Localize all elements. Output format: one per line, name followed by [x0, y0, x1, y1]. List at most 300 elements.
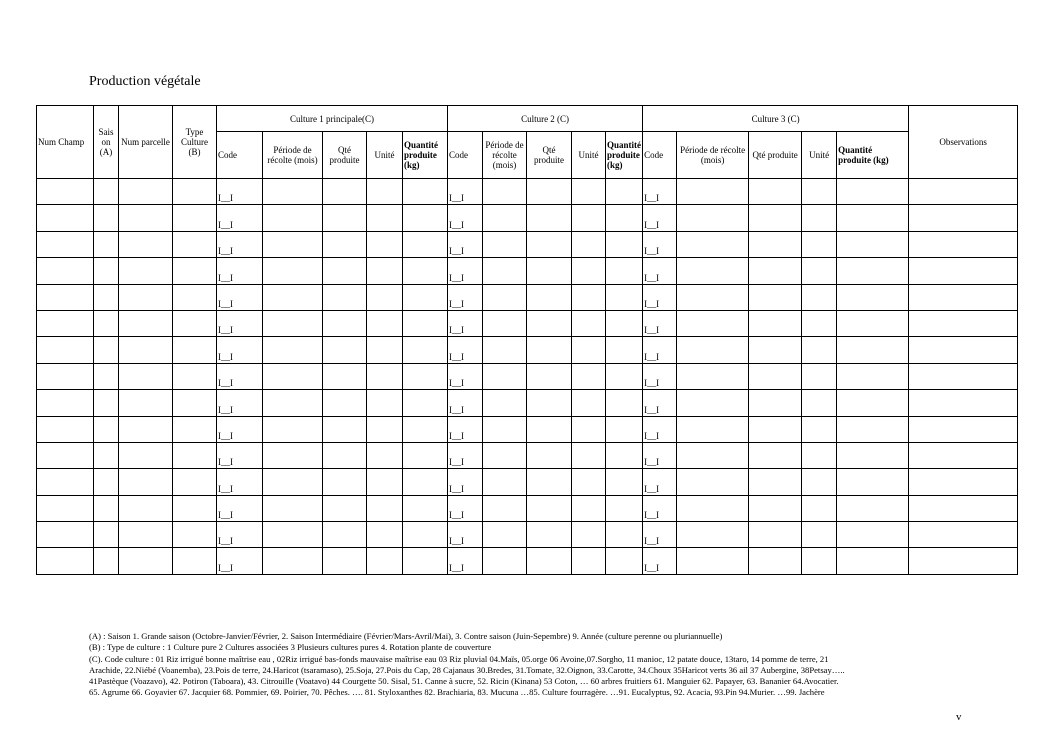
- entry-cell[interactable]: [802, 310, 837, 336]
- entry-cell[interactable]: [837, 522, 909, 548]
- entry-cell[interactable]: [749, 337, 802, 363]
- entry-cell[interactable]: [527, 495, 572, 521]
- entry-cell[interactable]: [677, 258, 749, 284]
- entry-cell[interactable]: [572, 363, 606, 389]
- entry-cell[interactable]: [572, 179, 606, 205]
- entry-cell[interactable]: [323, 548, 367, 574]
- entry-cell[interactable]: [173, 390, 217, 416]
- code-cell[interactable]: I__I: [448, 522, 483, 548]
- entry-cell[interactable]: [37, 548, 94, 574]
- entry-cell[interactable]: [119, 337, 173, 363]
- entry-cell[interactable]: [802, 442, 837, 468]
- entry-cell[interactable]: [837, 469, 909, 495]
- entry-cell[interactable]: [909, 522, 1018, 548]
- entry-cell[interactable]: [403, 258, 448, 284]
- entry-cell[interactable]: [119, 310, 173, 336]
- entry-cell[interactable]: [606, 179, 643, 205]
- entry-cell[interactable]: [173, 548, 217, 574]
- entry-cell[interactable]: [802, 363, 837, 389]
- entry-cell[interactable]: [367, 495, 403, 521]
- code-cell[interactable]: I__I: [448, 310, 483, 336]
- entry-cell[interactable]: [677, 310, 749, 336]
- entry-cell[interactable]: [572, 495, 606, 521]
- entry-cell[interactable]: [367, 390, 403, 416]
- entry-cell[interactable]: [367, 231, 403, 257]
- entry-cell[interactable]: [837, 231, 909, 257]
- entry-cell[interactable]: [173, 363, 217, 389]
- code-cell[interactable]: I__I: [217, 231, 263, 257]
- entry-cell[interactable]: [483, 284, 527, 310]
- entry-cell[interactable]: [483, 337, 527, 363]
- code-cell[interactable]: I__I: [448, 416, 483, 442]
- entry-cell[interactable]: [94, 390, 119, 416]
- entry-cell[interactable]: [909, 548, 1018, 574]
- entry-cell[interactable]: [677, 495, 749, 521]
- entry-cell[interactable]: [677, 205, 749, 231]
- entry-cell[interactable]: [173, 284, 217, 310]
- entry-cell[interactable]: [263, 337, 323, 363]
- code-cell[interactable]: I__I: [643, 416, 677, 442]
- code-cell[interactable]: I__I: [643, 548, 677, 574]
- entry-cell[interactable]: [572, 310, 606, 336]
- entry-cell[interactable]: [323, 363, 367, 389]
- entry-cell[interactable]: [572, 284, 606, 310]
- entry-cell[interactable]: [323, 416, 367, 442]
- entry-cell[interactable]: [173, 416, 217, 442]
- entry-cell[interactable]: [837, 390, 909, 416]
- code-cell[interactable]: I__I: [217, 390, 263, 416]
- entry-cell[interactable]: [403, 548, 448, 574]
- entry-cell[interactable]: [909, 495, 1018, 521]
- entry-cell[interactable]: [263, 179, 323, 205]
- entry-cell[interactable]: [173, 442, 217, 468]
- entry-cell[interactable]: [367, 284, 403, 310]
- entry-cell[interactable]: [119, 258, 173, 284]
- entry-cell[interactable]: [94, 548, 119, 574]
- entry-cell[interactable]: [403, 179, 448, 205]
- entry-cell[interactable]: [403, 363, 448, 389]
- code-cell[interactable]: I__I: [448, 205, 483, 231]
- code-cell[interactable]: I__I: [448, 231, 483, 257]
- entry-cell[interactable]: [94, 258, 119, 284]
- entry-cell[interactable]: [403, 469, 448, 495]
- code-cell[interactable]: I__I: [217, 495, 263, 521]
- entry-cell[interactable]: [263, 363, 323, 389]
- entry-cell[interactable]: [403, 231, 448, 257]
- entry-cell[interactable]: [527, 205, 572, 231]
- entry-cell[interactable]: [483, 469, 527, 495]
- entry-cell[interactable]: [749, 442, 802, 468]
- entry-cell[interactable]: [606, 416, 643, 442]
- code-cell[interactable]: I__I: [448, 469, 483, 495]
- entry-cell[interactable]: [37, 284, 94, 310]
- entry-cell[interactable]: [527, 258, 572, 284]
- entry-cell[interactable]: [323, 231, 367, 257]
- entry-cell[interactable]: [527, 522, 572, 548]
- entry-cell[interactable]: [606, 205, 643, 231]
- entry-cell[interactable]: [367, 337, 403, 363]
- entry-cell[interactable]: [677, 522, 749, 548]
- entry-cell[interactable]: [909, 231, 1018, 257]
- entry-cell[interactable]: [606, 469, 643, 495]
- entry-cell[interactable]: [909, 469, 1018, 495]
- entry-cell[interactable]: [37, 522, 94, 548]
- entry-cell[interactable]: [837, 205, 909, 231]
- entry-cell[interactable]: [606, 442, 643, 468]
- entry-cell[interactable]: [909, 337, 1018, 363]
- code-cell[interactable]: I__I: [217, 284, 263, 310]
- entry-cell[interactable]: [37, 231, 94, 257]
- entry-cell[interactable]: [909, 258, 1018, 284]
- entry-cell[interactable]: [119, 231, 173, 257]
- entry-cell[interactable]: [749, 231, 802, 257]
- entry-cell[interactable]: [572, 337, 606, 363]
- entry-cell[interactable]: [909, 179, 1018, 205]
- entry-cell[interactable]: [606, 390, 643, 416]
- entry-cell[interactable]: [37, 363, 94, 389]
- entry-cell[interactable]: [606, 231, 643, 257]
- entry-cell[interactable]: [323, 442, 367, 468]
- entry-cell[interactable]: [367, 179, 403, 205]
- entry-cell[interactable]: [802, 179, 837, 205]
- entry-cell[interactable]: [367, 310, 403, 336]
- entry-cell[interactable]: [802, 205, 837, 231]
- entry-cell[interactable]: [323, 390, 367, 416]
- entry-cell[interactable]: [263, 495, 323, 521]
- entry-cell[interactable]: [37, 442, 94, 468]
- entry-cell[interactable]: [94, 284, 119, 310]
- code-cell[interactable]: I__I: [217, 522, 263, 548]
- entry-cell[interactable]: [572, 390, 606, 416]
- entry-cell[interactable]: [94, 179, 119, 205]
- entry-cell[interactable]: [263, 522, 323, 548]
- entry-cell[interactable]: [749, 495, 802, 521]
- entry-cell[interactable]: [572, 416, 606, 442]
- entry-cell[interactable]: [94, 522, 119, 548]
- entry-cell[interactable]: [837, 258, 909, 284]
- entry-cell[interactable]: [119, 179, 173, 205]
- code-cell[interactable]: I__I: [217, 442, 263, 468]
- entry-cell[interactable]: [837, 442, 909, 468]
- entry-cell[interactable]: [802, 231, 837, 257]
- entry-cell[interactable]: [677, 416, 749, 442]
- entry-cell[interactable]: [483, 179, 527, 205]
- entry-cell[interactable]: [677, 442, 749, 468]
- entry-cell[interactable]: [263, 258, 323, 284]
- entry-cell[interactable]: [837, 310, 909, 336]
- entry-cell[interactable]: [606, 522, 643, 548]
- entry-cell[interactable]: [802, 469, 837, 495]
- entry-cell[interactable]: [837, 495, 909, 521]
- entry-cell[interactable]: [403, 522, 448, 548]
- entry-cell[interactable]: [802, 495, 837, 521]
- code-cell[interactable]: I__I: [643, 258, 677, 284]
- entry-cell[interactable]: [403, 442, 448, 468]
- entry-cell[interactable]: [837, 284, 909, 310]
- code-cell[interactable]: I__I: [217, 258, 263, 284]
- entry-cell[interactable]: [119, 442, 173, 468]
- code-cell[interactable]: I__I: [448, 548, 483, 574]
- entry-cell[interactable]: [323, 522, 367, 548]
- entry-cell[interactable]: [119, 363, 173, 389]
- entry-cell[interactable]: [909, 205, 1018, 231]
- entry-cell[interactable]: [483, 205, 527, 231]
- entry-cell[interactable]: [483, 231, 527, 257]
- code-cell[interactable]: I__I: [217, 179, 263, 205]
- code-cell[interactable]: I__I: [217, 548, 263, 574]
- code-cell[interactable]: I__I: [217, 363, 263, 389]
- entry-cell[interactable]: [483, 390, 527, 416]
- entry-cell[interactable]: [367, 258, 403, 284]
- entry-cell[interactable]: [527, 548, 572, 574]
- entry-cell[interactable]: [94, 495, 119, 521]
- entry-cell[interactable]: [119, 416, 173, 442]
- entry-cell[interactable]: [173, 205, 217, 231]
- entry-cell[interactable]: [119, 522, 173, 548]
- code-cell[interactable]: I__I: [643, 442, 677, 468]
- entry-cell[interactable]: [483, 416, 527, 442]
- entry-cell[interactable]: [483, 548, 527, 574]
- entry-cell[interactable]: [119, 284, 173, 310]
- entry-cell[interactable]: [403, 205, 448, 231]
- code-cell[interactable]: I__I: [217, 205, 263, 231]
- entry-cell[interactable]: [606, 495, 643, 521]
- code-cell[interactable]: I__I: [643, 231, 677, 257]
- entry-cell[interactable]: [527, 363, 572, 389]
- entry-cell[interactable]: [94, 363, 119, 389]
- entry-cell[interactable]: [677, 469, 749, 495]
- entry-cell[interactable]: [749, 469, 802, 495]
- entry-cell[interactable]: [749, 522, 802, 548]
- entry-cell[interactable]: [802, 548, 837, 574]
- entry-cell[interactable]: [367, 469, 403, 495]
- entry-cell[interactable]: [173, 522, 217, 548]
- entry-cell[interactable]: [606, 310, 643, 336]
- entry-cell[interactable]: [483, 522, 527, 548]
- code-cell[interactable]: I__I: [448, 284, 483, 310]
- entry-cell[interactable]: [749, 363, 802, 389]
- entry-cell[interactable]: [606, 337, 643, 363]
- entry-cell[interactable]: [37, 495, 94, 521]
- entry-cell[interactable]: [837, 416, 909, 442]
- entry-cell[interactable]: [749, 548, 802, 574]
- entry-cell[interactable]: [909, 416, 1018, 442]
- entry-cell[interactable]: [323, 284, 367, 310]
- entry-cell[interactable]: [94, 442, 119, 468]
- entry-cell[interactable]: [572, 258, 606, 284]
- entry-cell[interactable]: [677, 284, 749, 310]
- entry-cell[interactable]: [173, 231, 217, 257]
- entry-cell[interactable]: [527, 310, 572, 336]
- entry-cell[interactable]: [909, 284, 1018, 310]
- entry-cell[interactable]: [749, 390, 802, 416]
- entry-cell[interactable]: [263, 284, 323, 310]
- entry-cell[interactable]: [403, 284, 448, 310]
- code-cell[interactable]: I__I: [643, 337, 677, 363]
- entry-cell[interactable]: [677, 548, 749, 574]
- entry-cell[interactable]: [527, 469, 572, 495]
- entry-cell[interactable]: [94, 416, 119, 442]
- entry-cell[interactable]: [403, 310, 448, 336]
- entry-cell[interactable]: [37, 390, 94, 416]
- entry-cell[interactable]: [173, 310, 217, 336]
- entry-cell[interactable]: [94, 310, 119, 336]
- code-cell[interactable]: I__I: [643, 390, 677, 416]
- entry-cell[interactable]: [802, 337, 837, 363]
- entry-cell[interactable]: [323, 469, 367, 495]
- entry-cell[interactable]: [909, 310, 1018, 336]
- entry-cell[interactable]: [37, 205, 94, 231]
- entry-cell[interactable]: [323, 205, 367, 231]
- entry-cell[interactable]: [367, 205, 403, 231]
- entry-cell[interactable]: [173, 179, 217, 205]
- entry-cell[interactable]: [263, 442, 323, 468]
- entry-cell[interactable]: [909, 363, 1018, 389]
- entry-cell[interactable]: [94, 469, 119, 495]
- code-cell[interactable]: I__I: [217, 337, 263, 363]
- entry-cell[interactable]: [323, 495, 367, 521]
- entry-cell[interactable]: [263, 390, 323, 416]
- entry-cell[interactable]: [263, 548, 323, 574]
- code-cell[interactable]: I__I: [643, 284, 677, 310]
- entry-cell[interactable]: [173, 258, 217, 284]
- entry-cell[interactable]: [263, 205, 323, 231]
- entry-cell[interactable]: [909, 390, 1018, 416]
- entry-cell[interactable]: [527, 231, 572, 257]
- code-cell[interactable]: I__I: [643, 469, 677, 495]
- entry-cell[interactable]: [367, 548, 403, 574]
- entry-cell[interactable]: [403, 337, 448, 363]
- entry-cell[interactable]: [527, 442, 572, 468]
- code-cell[interactable]: I__I: [643, 363, 677, 389]
- entry-cell[interactable]: [403, 390, 448, 416]
- entry-cell[interactable]: [403, 495, 448, 521]
- entry-cell[interactable]: [37, 337, 94, 363]
- entry-cell[interactable]: [837, 179, 909, 205]
- code-cell[interactable]: I__I: [643, 310, 677, 336]
- code-cell[interactable]: I__I: [448, 258, 483, 284]
- code-cell[interactable]: I__I: [643, 179, 677, 205]
- entry-cell[interactable]: [572, 231, 606, 257]
- entry-cell[interactable]: [749, 179, 802, 205]
- entry-cell[interactable]: [367, 363, 403, 389]
- entry-cell[interactable]: [483, 495, 527, 521]
- entry-cell[interactable]: [37, 416, 94, 442]
- code-cell[interactable]: I__I: [217, 469, 263, 495]
- entry-cell[interactable]: [173, 337, 217, 363]
- entry-cell[interactable]: [119, 548, 173, 574]
- entry-cell[interactable]: [749, 310, 802, 336]
- entry-cell[interactable]: [606, 548, 643, 574]
- entry-cell[interactable]: [909, 442, 1018, 468]
- entry-cell[interactable]: [677, 363, 749, 389]
- entry-cell[interactable]: [802, 522, 837, 548]
- entry-cell[interactable]: [802, 416, 837, 442]
- entry-cell[interactable]: [527, 179, 572, 205]
- entry-cell[interactable]: [749, 416, 802, 442]
- entry-cell[interactable]: [749, 205, 802, 231]
- entry-cell[interactable]: [572, 522, 606, 548]
- entry-cell[interactable]: [606, 363, 643, 389]
- entry-cell[interactable]: [527, 416, 572, 442]
- entry-cell[interactable]: [527, 284, 572, 310]
- entry-cell[interactable]: [173, 495, 217, 521]
- entry-cell[interactable]: [572, 205, 606, 231]
- entry-cell[interactable]: [119, 390, 173, 416]
- entry-cell[interactable]: [94, 337, 119, 363]
- entry-cell[interactable]: [837, 363, 909, 389]
- code-cell[interactable]: I__I: [448, 337, 483, 363]
- entry-cell[interactable]: [119, 469, 173, 495]
- entry-cell[interactable]: [677, 231, 749, 257]
- entry-cell[interactable]: [572, 469, 606, 495]
- code-cell[interactable]: I__I: [643, 205, 677, 231]
- entry-cell[interactable]: [263, 469, 323, 495]
- entry-cell[interactable]: [37, 258, 94, 284]
- entry-cell[interactable]: [527, 337, 572, 363]
- entry-cell[interactable]: [323, 310, 367, 336]
- entry-cell[interactable]: [37, 179, 94, 205]
- entry-cell[interactable]: [323, 337, 367, 363]
- entry-cell[interactable]: [323, 179, 367, 205]
- code-cell[interactable]: I__I: [643, 522, 677, 548]
- entry-cell[interactable]: [263, 231, 323, 257]
- code-cell[interactable]: I__I: [217, 310, 263, 336]
- entry-cell[interactable]: [837, 337, 909, 363]
- code-cell[interactable]: I__I: [448, 179, 483, 205]
- entry-cell[interactable]: [749, 258, 802, 284]
- entry-cell[interactable]: [606, 284, 643, 310]
- entry-cell[interactable]: [837, 548, 909, 574]
- entry-cell[interactable]: [483, 258, 527, 284]
- entry-cell[interactable]: [119, 495, 173, 521]
- entry-cell[interactable]: [572, 548, 606, 574]
- code-cell[interactable]: I__I: [448, 390, 483, 416]
- entry-cell[interactable]: [367, 442, 403, 468]
- entry-cell[interactable]: [119, 205, 173, 231]
- entry-cell[interactable]: [403, 416, 448, 442]
- code-cell[interactable]: I__I: [643, 495, 677, 521]
- entry-cell[interactable]: [263, 310, 323, 336]
- entry-cell[interactable]: [483, 363, 527, 389]
- code-cell[interactable]: I__I: [448, 495, 483, 521]
- entry-cell[interactable]: [37, 469, 94, 495]
- entry-cell[interactable]: [802, 258, 837, 284]
- entry-cell[interactable]: [323, 258, 367, 284]
- entry-cell[interactable]: [367, 522, 403, 548]
- entry-cell[interactable]: [677, 390, 749, 416]
- entry-cell[interactable]: [527, 390, 572, 416]
- entry-cell[interactable]: [94, 231, 119, 257]
- entry-cell[interactable]: [677, 179, 749, 205]
- code-cell[interactable]: I__I: [448, 363, 483, 389]
- entry-cell[interactable]: [483, 442, 527, 468]
- entry-cell[interactable]: [749, 284, 802, 310]
- entry-cell[interactable]: [37, 310, 94, 336]
- entry-cell[interactable]: [802, 284, 837, 310]
- code-cell[interactable]: I__I: [448, 442, 483, 468]
- entry-cell[interactable]: [606, 258, 643, 284]
- entry-cell[interactable]: [802, 390, 837, 416]
- entry-cell[interactable]: [677, 337, 749, 363]
- code-cell[interactable]: I__I: [217, 416, 263, 442]
- entry-cell[interactable]: [94, 205, 119, 231]
- entry-cell[interactable]: [367, 416, 403, 442]
- entry-cell[interactable]: [263, 416, 323, 442]
- entry-cell[interactable]: [483, 310, 527, 336]
- entry-cell[interactable]: [173, 469, 217, 495]
- entry-cell[interactable]: [572, 442, 606, 468]
